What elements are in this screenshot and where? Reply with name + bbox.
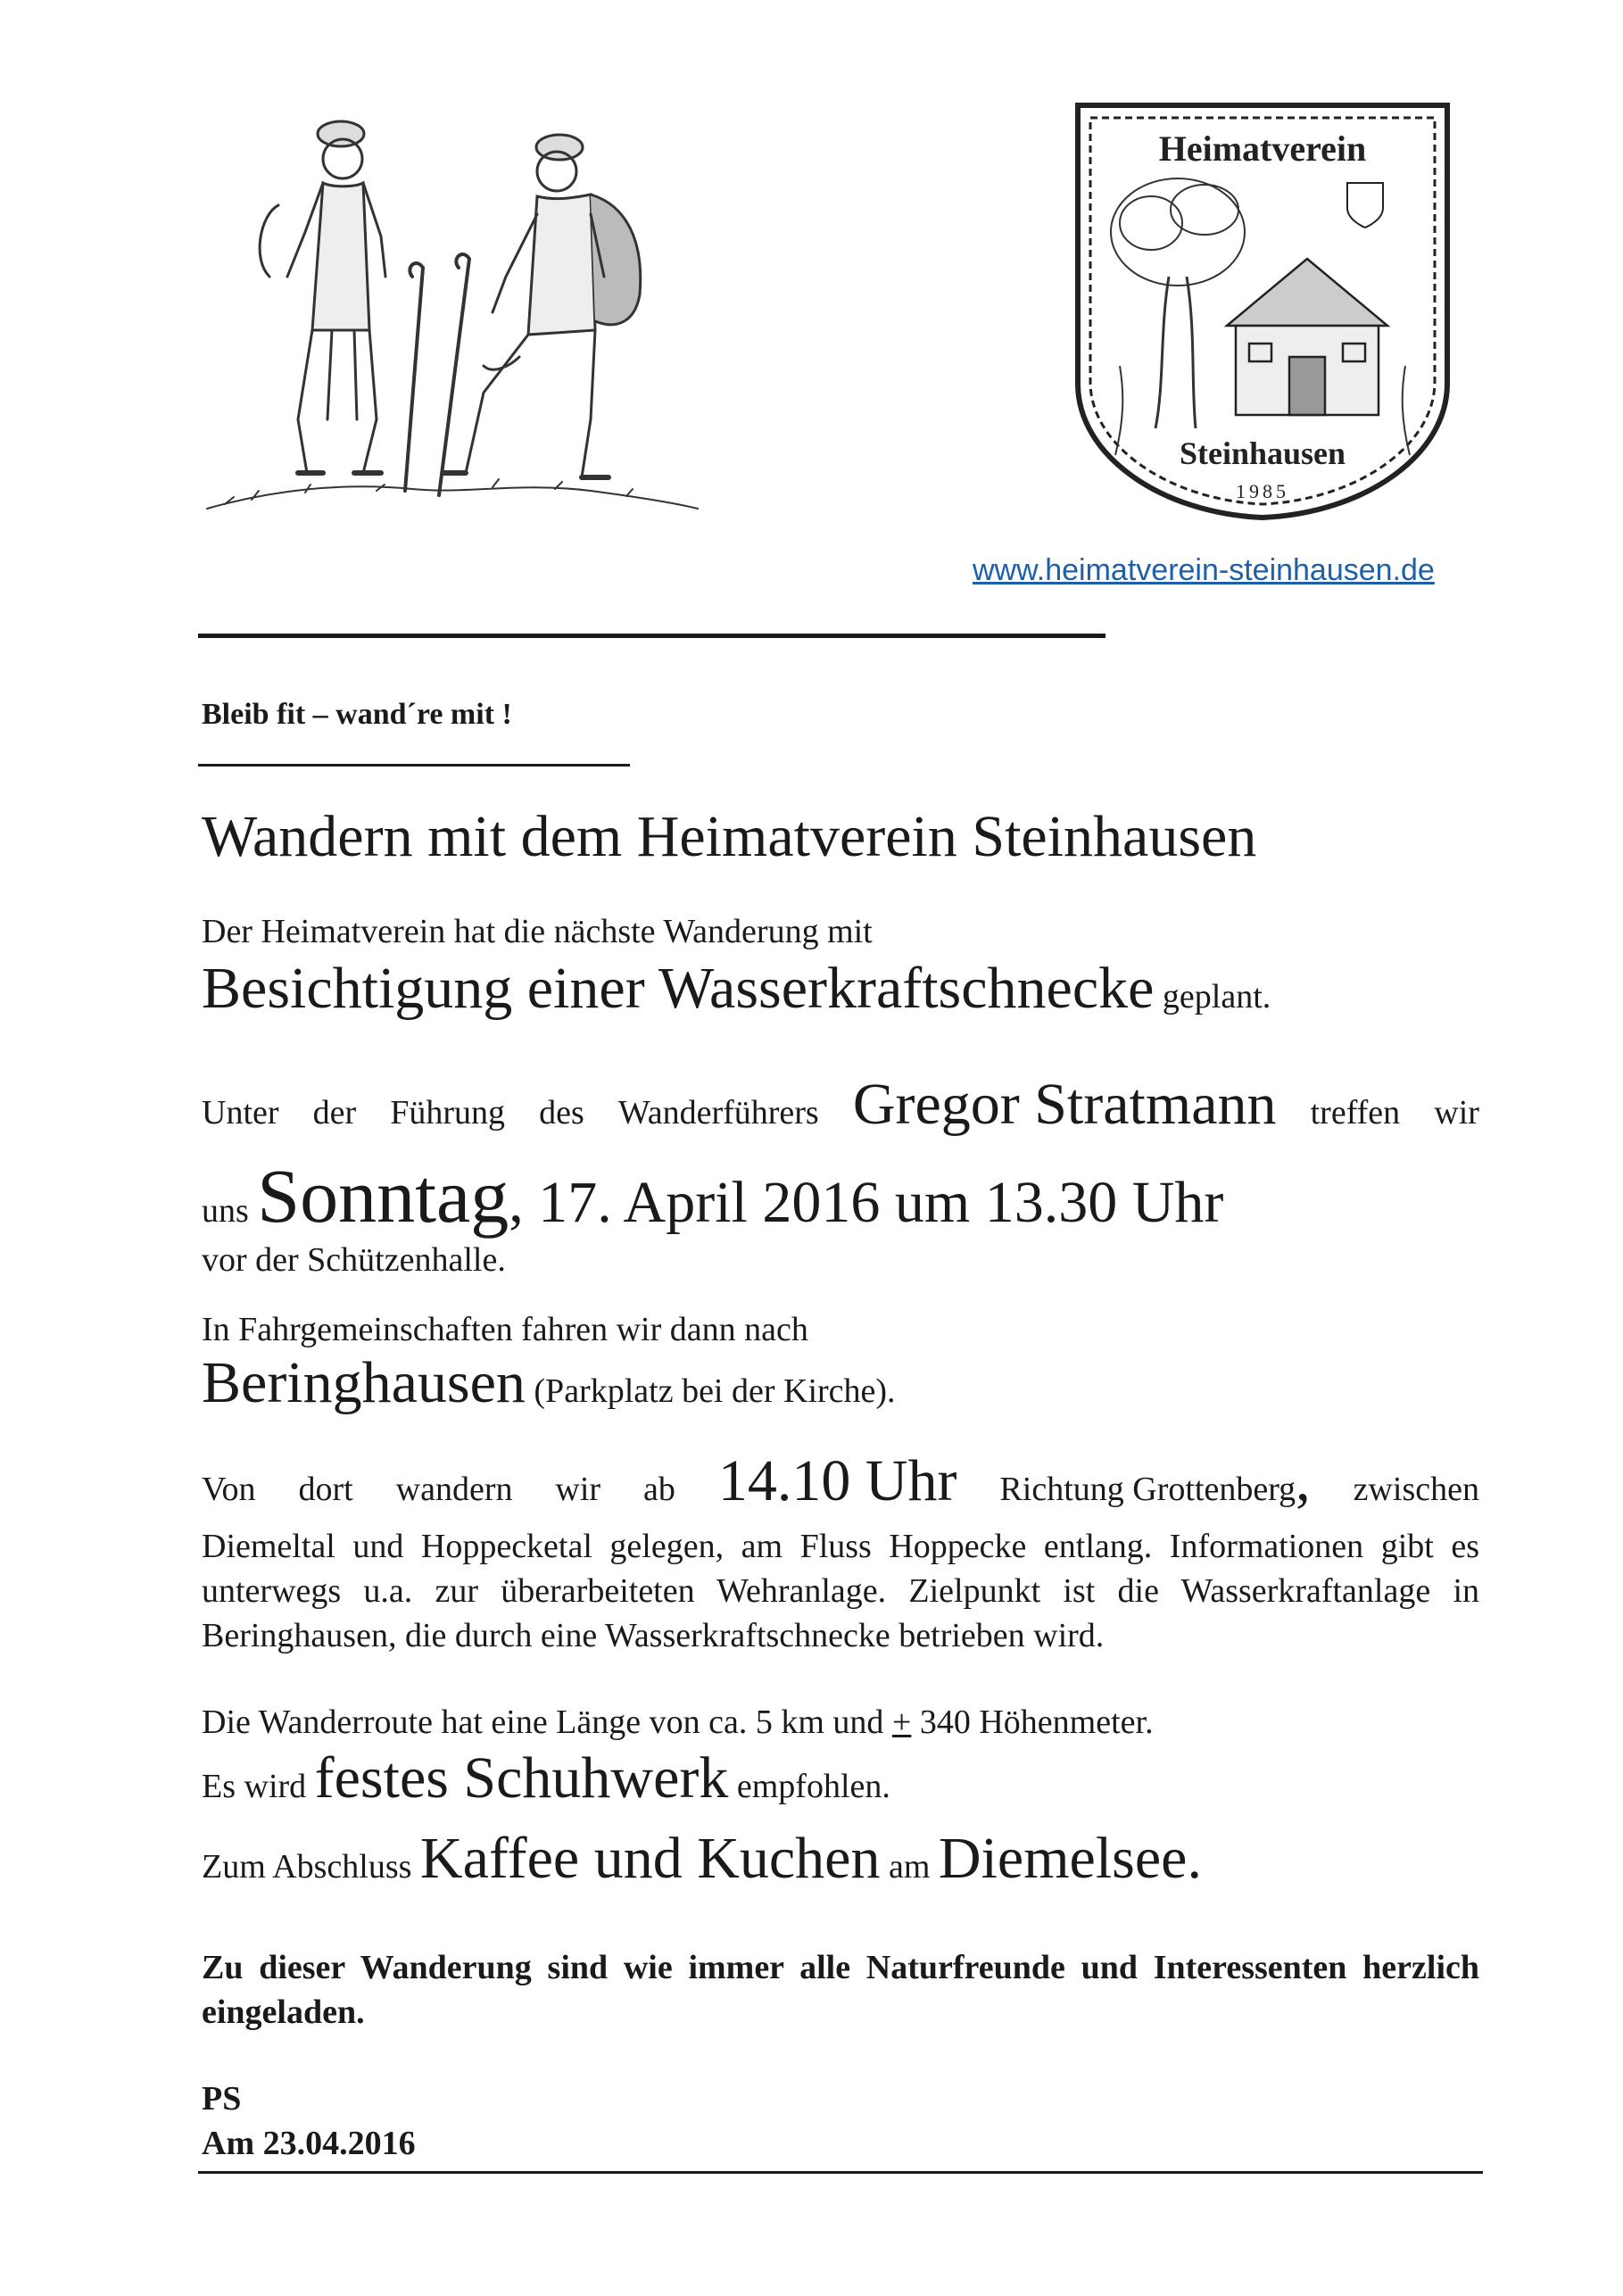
shoes-line — [202, 1745, 890, 1812]
route-text-a: Die Wanderroute hat eine Länge von ca. 5 km und — [202, 1703, 892, 1741]
guide-word: wir — [1434, 1094, 1479, 1131]
meeting-datetime: , 17. April 2016 um 13.30 Uhr — [509, 1170, 1224, 1235]
hike-word: wandern — [395, 1471, 513, 1508]
finish-mid: am — [888, 1848, 931, 1886]
invitation: Zu dieser Wanderung sind wie immer alle Naturfreunde und Interessenten herzlich eingeladen. — [202, 1949, 1479, 2031]
guide-name: Gregor Stratmann — [852, 1072, 1277, 1137]
meeting-place: vor der Schützenhalle. — [202, 1241, 506, 1279]
destination-note: (Parkplatz bei der Kirche). — [534, 1372, 896, 1410]
shoes-highlight: festes Schuhwerk — [314, 1745, 729, 1811]
hike-word: zwischen — [1353, 1471, 1479, 1508]
guide-word: Unter — [202, 1094, 279, 1131]
hike-word: Von — [202, 1471, 256, 1508]
crest-bottom-text: Steinhausen — [1179, 435, 1346, 471]
hikers-illustration — [198, 98, 705, 518]
ps-label: PS — [202, 2080, 242, 2118]
slogan: Bleib fit – wand´re mit ! — [202, 698, 512, 731]
guide-word: Wanderführers — [617, 1094, 819, 1131]
hike-description: Diemeltal und Hoppecketal gelegen, am Fluss Hoppecke entlang. Informationen gibt es unterwegs u.a. zur überarbeiteten Wehranlage. Zielpunkt ist die Wasserkraftanlage in Beringhausen, die durch eine Wasserkraftschnecke betrieben wird. — [202, 1528, 1479, 1654]
hike-comma: , — [1296, 1448, 1311, 1513]
finish-highlight: Kaffee und Kuchen — [419, 1826, 881, 1891]
meeting-prefix: uns — [202, 1192, 249, 1230]
crest-year: 1985 — [1236, 480, 1289, 502]
hike-start-line — [202, 1447, 1479, 1515]
hike-direction-text: Richtung Grottenberg — [999, 1471, 1296, 1508]
hike-start-time: 14.10 Uhr — [717, 1448, 957, 1513]
shoes-prefix: Es wird — [202, 1768, 307, 1805]
intro-line: Der Heimatverein hat die nächste Wanderung mit — [202, 913, 873, 950]
page-title: Wandern mit dem Heimatverein Steinhausen — [202, 804, 1257, 869]
shoes-suffix: empfohlen. — [736, 1768, 890, 1805]
slogan-underline — [198, 764, 630, 767]
hike-word: wir — [555, 1471, 601, 1508]
guide-word: treffen — [1310, 1094, 1401, 1131]
meeting-day: Sonntag — [257, 1153, 509, 1239]
intro-suffix: geplant. — [1162, 978, 1271, 1015]
crest-top-text: Heimatverein — [1158, 128, 1367, 169]
guide-line — [202, 1071, 1479, 1139]
header-divider — [198, 634, 1105, 638]
destination-line — [202, 1349, 896, 1417]
tour-highlight: Besichtigung einer Wasserkraftschnecke — [202, 956, 1155, 1021]
guide-word: der — [312, 1094, 357, 1131]
finish-place: Diemelsee. — [938, 1826, 1202, 1891]
intro-highlight-line — [202, 955, 1271, 1023]
guide-word: des — [539, 1094, 584, 1131]
hike-direction — [999, 1447, 1310, 1515]
guide-word: Führung — [390, 1094, 506, 1131]
route-info — [202, 1703, 1154, 1742]
plus-minus-sign: + — [891, 1703, 912, 1741]
finish-line — [202, 1825, 1202, 1893]
heimatverein-crest-logo — [1071, 98, 1454, 522]
meeting-line — [202, 1151, 1223, 1240]
route-text-b: 340 Höhenmeter. — [911, 1703, 1154, 1741]
footer-divider — [198, 2171, 1483, 2174]
finish-prefix: Zum Abschluss — [202, 1848, 412, 1886]
hike-word: dort — [298, 1471, 353, 1508]
destination: Beringhausen — [202, 1350, 526, 1415]
hike-word: ab — [643, 1471, 675, 1508]
carpool-line: In Fahrgemeinschaften fahren wir dann nach — [202, 1311, 808, 1348]
website-link[interactable]: www.heimatverein-steinhausen.de — [973, 553, 1435, 587]
ps-line: Am 23.04.2016 — [202, 2125, 416, 2162]
